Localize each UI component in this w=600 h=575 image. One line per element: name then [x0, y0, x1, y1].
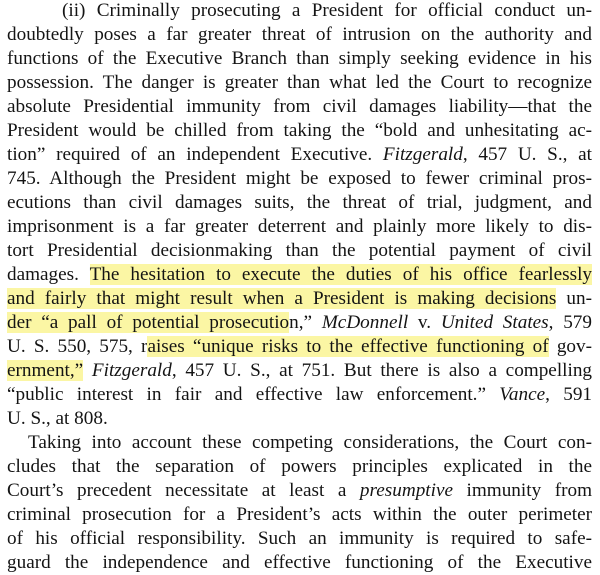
highlighted-text: The hesitation to execute the duties of his office fearlessly	[89, 264, 592, 285]
text-run: absolute Presidential immunity from civil damages liability—that the	[7, 96, 592, 117]
text-line	[7, 359, 592, 383]
text-run: un-	[556, 288, 593, 309]
text-run: immunity from	[453, 480, 592, 501]
text-run: , 457 U. S., at	[462, 144, 592, 165]
case-name: United States	[440, 312, 549, 333]
text-line	[7, 239, 592, 263]
text-line	[7, 335, 592, 359]
text-run: n,”	[289, 312, 322, 333]
text-line	[7, 47, 592, 71]
text-run: Taking into account these competing considerations, the Court con-	[28, 432, 592, 453]
text-run: “public interest in fair and effective law enforcement.”	[7, 384, 500, 405]
case-name: Fitzgerald	[382, 144, 463, 165]
text-line	[7, 95, 592, 119]
text-run: 745. Although the President might be exposed to fewer criminal pros-	[7, 168, 592, 189]
text-line	[7, 167, 592, 191]
text-run: , 457 U. S., at 751. But there is also a compelling	[171, 360, 593, 381]
text-line	[7, 71, 592, 95]
highlighted-text: and fairly that might result when a President is making decisions	[7, 288, 557, 309]
text-run: guard the independence and effective functioning of the Executive	[7, 552, 592, 573]
text-line	[7, 383, 592, 407]
text-run: U. S., at 808.	[7, 408, 108, 429]
case-name: Vance	[499, 384, 546, 405]
text-run: ecutions than civil damages suits, the threat of trial, judgment, and	[7, 192, 592, 213]
text-line	[7, 215, 592, 239]
text-run: President would be chilled from taking the “bold and unhesitating ac-	[7, 120, 592, 141]
text-line	[7, 263, 592, 287]
text-line	[7, 143, 592, 167]
text-run: imprisonment is a far greater deterrent and plainly more likely to dis-	[7, 216, 592, 237]
highlighted-text: der “a pall of potential prosecutio	[7, 312, 290, 333]
highlighted-text: ernment,”	[7, 360, 84, 381]
text-line	[7, 119, 592, 143]
text-run: Court’s precedent necessitate at least a	[7, 480, 360, 501]
text-run: tort Presidential decisionmaking than the potential payment of civil	[7, 240, 592, 261]
text-run: gov-	[548, 336, 592, 357]
text-line	[7, 527, 592, 551]
text-run	[83, 360, 92, 381]
text-run: v.	[408, 312, 441, 333]
text-run: tion” required of an independent Executive.	[7, 144, 383, 165]
text-line	[62, 0, 592, 23]
text-line	[28, 431, 592, 455]
text-run: (ii) Criminally prosecuting a President for official conduct un-	[62, 0, 592, 21]
text-run: of his official responsibility. Such an immunity is required to safe-	[7, 528, 592, 549]
text-run: doubtedly poses a far greater threat of intrusion on the authority and	[7, 24, 592, 45]
text-run: , 579	[548, 312, 592, 333]
case-name: Fitzgerald	[91, 360, 172, 381]
highlighted-text: aises “unique risks to the effective functioning of	[147, 336, 549, 357]
text-line	[7, 479, 592, 503]
case-name: presumptive	[359, 480, 453, 501]
text-line	[7, 287, 592, 311]
text-run: criminal prosecution for a President’s acts within the outer perimeter	[7, 504, 592, 525]
text-line	[7, 23, 592, 47]
text-run: U. S. 550, 575, r	[7, 336, 148, 357]
text-run: cludes that the separation of powers principles explicated in the	[7, 456, 592, 477]
text-line	[7, 503, 592, 527]
text-run: possession. The danger is greater than what led the Court to recognize	[7, 72, 592, 93]
text-run: functions of the Executive Branch than simply seeking evidence in his	[7, 48, 592, 69]
text-line	[7, 455, 592, 479]
case-name: McDonnell	[321, 312, 409, 333]
text-run: damages.	[7, 264, 90, 285]
text-line	[7, 311, 592, 335]
text-line	[7, 551, 592, 575]
text-line	[7, 407, 592, 431]
text-line	[7, 191, 592, 215]
text-run: , 591	[545, 384, 593, 405]
